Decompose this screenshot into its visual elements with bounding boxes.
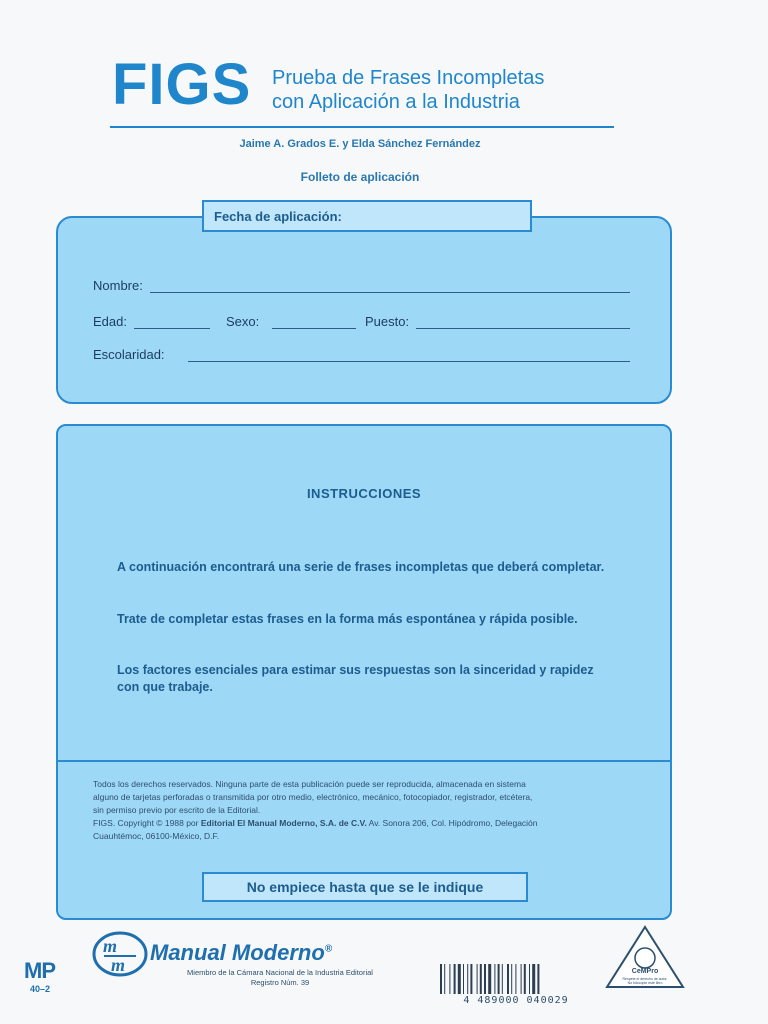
test-title-line2: con Aplicación a la Industria: [272, 91, 520, 113]
manual-moderno-logo-icon: [92, 930, 148, 978]
cempro-caption: Respete el derecho de autor. No fotocopie este libro: [622, 977, 668, 985]
copyright-line-1: Todos los derechos reservados. Ninguna parte de esta publicación puede ser reproducida, almacenada en sistema: [93, 779, 526, 789]
copyright-text: FIGS. Copyright © 1988 por: [93, 818, 201, 828]
test-title-line1: Prueba de Frases Incompletas: [272, 67, 545, 89]
copyright-line-2: alguno de tarjetas perforadas o transmitida por otro medio, electrónico, mecánico, fotocopiador, registrador, etcétera,: [93, 792, 533, 802]
header-rule: [110, 126, 614, 128]
svg-text:m: m: [111, 955, 126, 975]
application-date-field[interactable]: [202, 200, 532, 232]
cempro-name: CeMPro: [631, 968, 659, 975]
figs-logo: FIGS: [112, 52, 252, 117]
chamber-membership: Miembro de la Cámara Nacional de la Industria Editorial: [187, 968, 373, 977]
publisher-address: Av. Sonora 206, Col. Hipódromo, Delegación: [366, 818, 538, 828]
age-input-line[interactable]: [134, 328, 210, 329]
copyright-notice: [93, 778, 663, 843]
publisher-membership: [150, 968, 410, 988]
copyright-line-4: [93, 817, 663, 830]
barcode-number: 4 489000 040029: [463, 995, 569, 1006]
copyright-line-5: Cuauhtémoc, 06100-México, D.F.: [93, 831, 220, 841]
instruction-paragraph-3: Los factores esenciales para estimar sus respuestas son la sinceridad y rapidez con que trabaje.: [117, 663, 594, 694]
barcode-icon: [436, 962, 596, 996]
age-label: Edad:: [93, 314, 127, 329]
test-title: [272, 66, 544, 114]
sex-input-line[interactable]: [272, 328, 356, 329]
svg-text:m: m: [103, 936, 118, 956]
registered-mark: ®: [324, 943, 333, 955]
application-date-label: Fecha de aplicación:: [214, 209, 342, 224]
publisher-brand: [150, 940, 332, 966]
instruction-paragraph-1: A continuación encontrará una serie de frases incompletas que deberá completar.: [117, 560, 605, 574]
schooling-label: Escolaridad:: [93, 347, 165, 362]
start-notice: No empiece hasta que se le indique: [202, 872, 528, 902]
panel-divider: [56, 760, 672, 762]
publisher-name: Manual Moderno: [150, 940, 325, 965]
personal-data-panel: [56, 216, 672, 404]
mp-mark: MP: [24, 958, 55, 983]
name-input-line[interactable]: [150, 292, 630, 293]
mp-code: 40–2: [30, 984, 51, 994]
registry-number: Registro Núm. 39: [250, 978, 310, 987]
cempro-seal: [604, 924, 686, 990]
instructions-title: INSTRUCCIONES: [306, 486, 422, 501]
booklet-label: Folleto de aplicación: [300, 170, 420, 184]
instruction-paragraph-2: Trate de completar estas frases en la forma más espontánea y rápida posible.: [117, 612, 578, 626]
position-input-line[interactable]: [416, 328, 630, 329]
name-label: Nombre:: [93, 278, 143, 293]
publisher-legal-name: Editorial El Manual Moderno, S.A. de C.V.: [200, 818, 367, 828]
sex-label: Sexo:: [226, 314, 260, 329]
authors: Jaime A. Grados E. y Elda Sánchez Fernández: [239, 138, 481, 150]
schooling-input-line[interactable]: [188, 361, 630, 362]
copyright-line-3: sin permiso previo por escrito de la Editorial.: [93, 805, 261, 815]
position-label: Puesto:: [365, 314, 410, 329]
